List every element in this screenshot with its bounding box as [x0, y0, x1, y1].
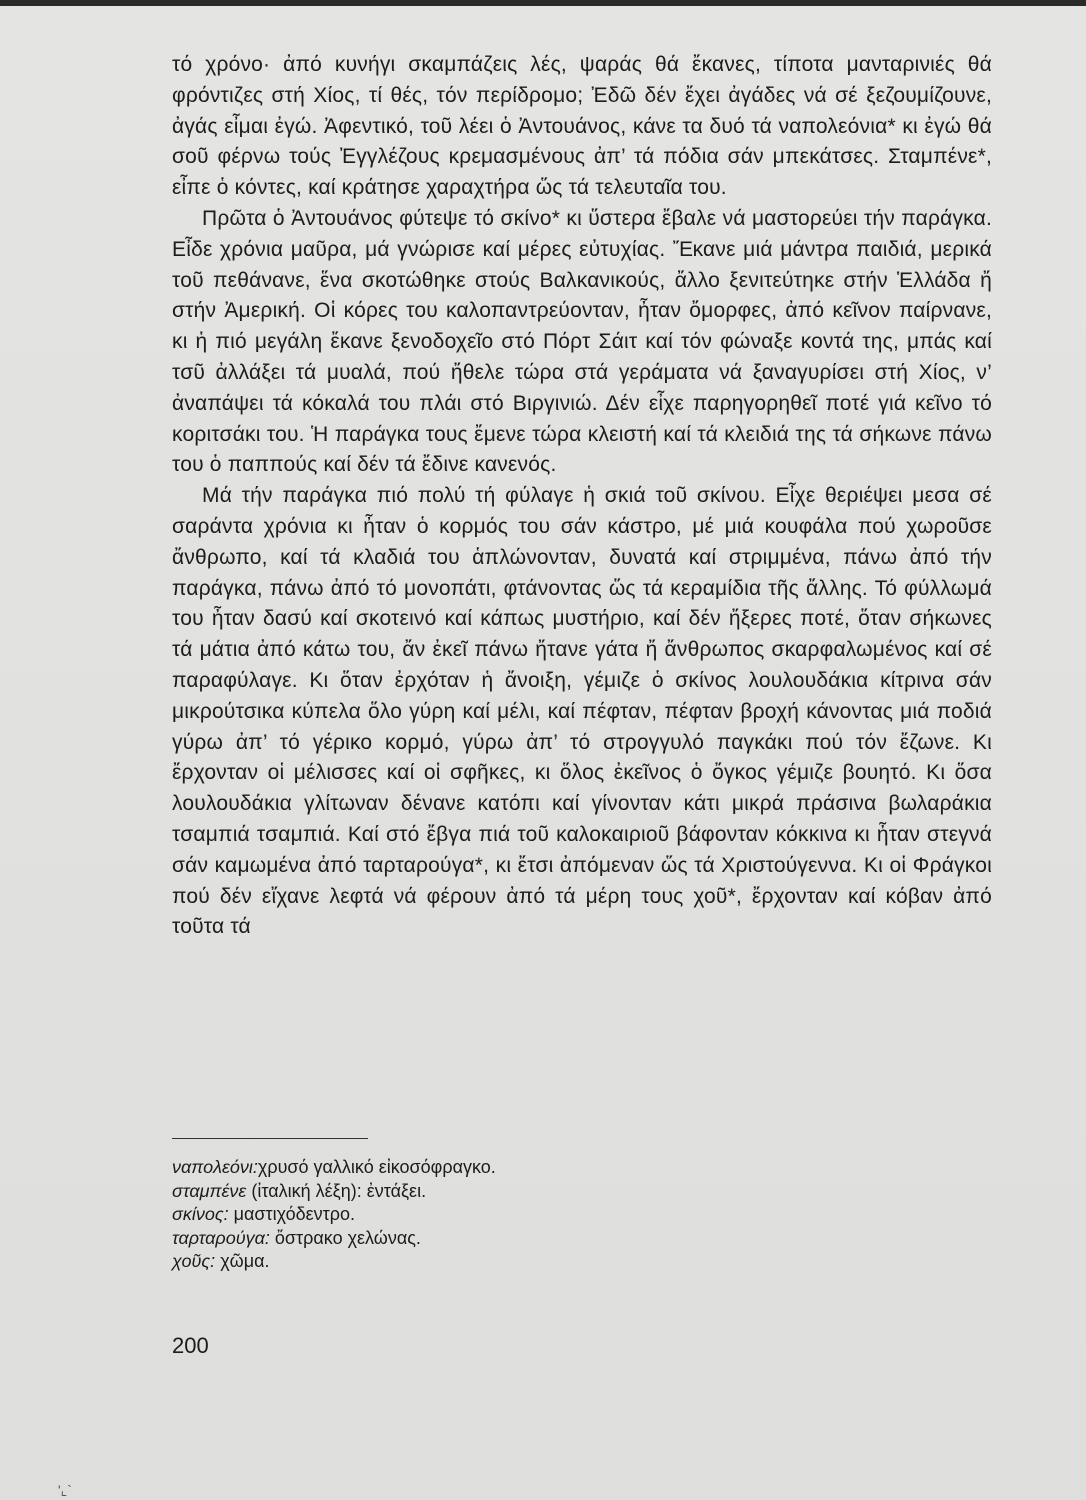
footnote-definition: χρυσό γαλλικό εἰκοσόφραγκο.: [257, 1157, 496, 1177]
footnote-term: σταμπένε: [172, 1180, 247, 1201]
footnote-term: ταρταρούγα:: [172, 1227, 270, 1248]
footnote-term: σκίνος:: [172, 1204, 229, 1224]
page-edge-mark: ʹ⌞`: [58, 1482, 72, 1498]
footnote-definition: ὄστρακο χελώνας.: [274, 1227, 421, 1248]
footnote-definition: χῶμα.: [220, 1251, 270, 1271]
footnote-term: ναπολεόνι:: [172, 1157, 258, 1177]
footnotes: [172, 1156, 872, 1274]
footnote-term: χοῦς:: [172, 1251, 216, 1271]
footnote-definition: μαστιχόδεντρο.: [233, 1204, 356, 1224]
footnote-definition: (ἰταλική λέξη): ἐντάξει.: [251, 1180, 427, 1201]
page-number: 200: [172, 1333, 209, 1358]
footnote: [172, 1156, 872, 1180]
footnote: [172, 1203, 872, 1227]
paragraph: Πρῶτα ὁ Ἀντουάνος φύτεψε τό σκίνο* κι ὕστερα ἔβαλε νά μαστορεύει τήν παράγκα. Εἶδε χρόνια μαῦρα, μά γνώρισε καί μέρες εὐτυχίας. Ἔκανε μιά μάντρα παιδιά, μερικά τοῦ πεθάνανε, ἕνα σκοτώθηκε στούς Βαλκανικούς, ἄλλο ξενιτεύτηκε στήν Ἑλλάδα ἤ στήν Ἀμερική. Οἱ κόρες του καλοπαντρεύονταν, ἦταν ὄμορφες, ἀπό κεῖνον παίρνανε, κι ἡ πιό μεγάλη ἔκανε ξενοδοχεῖο στό Πόρτ Σάιτ καί τόν φώναξε κοντά της, μπάς καί τσῦ ἀλλάξει τά μυαλά, πού ἤθελε τώρα στά γεράματα νά ξαναγυρίσει στή Χίος, ν’ ἀναπάψει τά κόκαλά του πλάι στό Βιργινιώ. Δέν εἶχε παρηγορηθεῖ ποτέ γιά κεῖνο τό κοριτσάκι του. Ἡ παράγκα τους ἔμενε τώρα κλειστή καί τά κλειδιά της τά σήκωνε πάνω του ὁ παππούς καί δέν τά ἔδινε κανενός.: [172, 206, 992, 477]
footnote-separator: [172, 1138, 368, 1139]
main-text: [172, 50, 992, 943]
footnote: [172, 1180, 872, 1204]
footnote: [172, 1250, 872, 1274]
paragraph-continued: τό χρόνο· ἀπό κυνήγι σκαμπάζεις λές, ψαράς θά ἔκανες, τίποτα μανταρινιές θά φρόντιζες στή Χίος, τί θές, τόν περίδρομο; Ἐδῶ δέν ἔχει ἀγάδες νά σέ ξεζουμίζουνε, ἀγάς εἶμαι ἐγώ. Ἀφεντικό, τοῦ λέει ὁ Ἀντουάνος, κάνε τα δυό τά ναπολεόνια* κι ἐγώ θά σοῦ φέρνω τούς Ἐγγλέζους κρεμασμένους ἀπ’ τά πόδια σάν μπεκάτσες. Σταμπένε*, εἶπε ὁ κόντες, καί κράτησε χαραχτήρα ὥς τά τελευταῖα του.: [172, 53, 992, 200]
footnote: [172, 1227, 872, 1251]
paragraph: Μά τήν παράγκα πιό πολύ τή φύλαγε ἡ σκιά τοῦ σκίνου. Εἶχε θεριέψει μεσα σέ σαράντα χρόνια κι ἦταν ὁ κορμός του σάν κάστρο, μέ μιά κουφάλα πού χωροῦσε ἄνθρωπο, καί τά κλαδιά του ἁπλώνονταν, δυνατά καί στριμμένα, πάνω ἀπό τήν παράγκα, πάνω ἀπό τό μονοπάτι, φτάνοντας ὥς τά κεραμίδια τῆς ἄλλης. Τό φύλλωμά του ἦταν δασύ καί σκοτεινό καί κάπως μυστήριο, καί δέν ἤξερες ποτέ, ὅταν σήκωνες τά μάτια ἀπό κάτω του, ἄν ἐκεῖ πάνω ἤτανε γάτα ἤ ἄνθρωπος σκαρφαλωμένος καί σέ παραφύλαγε. Κι ὅταν ἐρχόταν ἡ ἄνοιξη, γέμιζε ὁ σκίνος λουλουδάκια κίτρινα σάν μικρούτσικα κύπελα ὅλο γύρη καί μέλι, καί πέφταν, πέφταν βροχή κάνοντας μιά ποδιά γύρω ἀπ’ τό γέρικο κορμό, γύρω ἀπ’ τό στρογγυλό παγκάκι πού τόν ἔζωνε. Κι ἔρχονταν οἱ μέλισσες καί οἱ σφῆκες, κι ὅλος ἐκεῖνος ὁ ὄγκος γέμιζε βουητό. Κι ὅσα λουλουδάκια γλίτωναν δένανε κατόπι καί γίνονταν κάτι μικρά πράσινα βωλαράκια τσαμπιά τσαμπιά. Καί στό ἔβγα πιά τοῦ καλοκαιριοῦ βάφονταν κόκκινα κι ἦταν στεγνά σάν καμωμένα ἀπό ταρταρούγα*, κι ἔτσι ἀπόμεναν ὥς τά Χριστούγεννα. Κι οἱ Φράγκοι πού δέν εἴχανε λεφτά νά φέρουν ἀπό τά μέρη τους χοῦ*, ἔρχονταν καί κόβαν ἀπό τοῦτα τά: [172, 484, 992, 939]
